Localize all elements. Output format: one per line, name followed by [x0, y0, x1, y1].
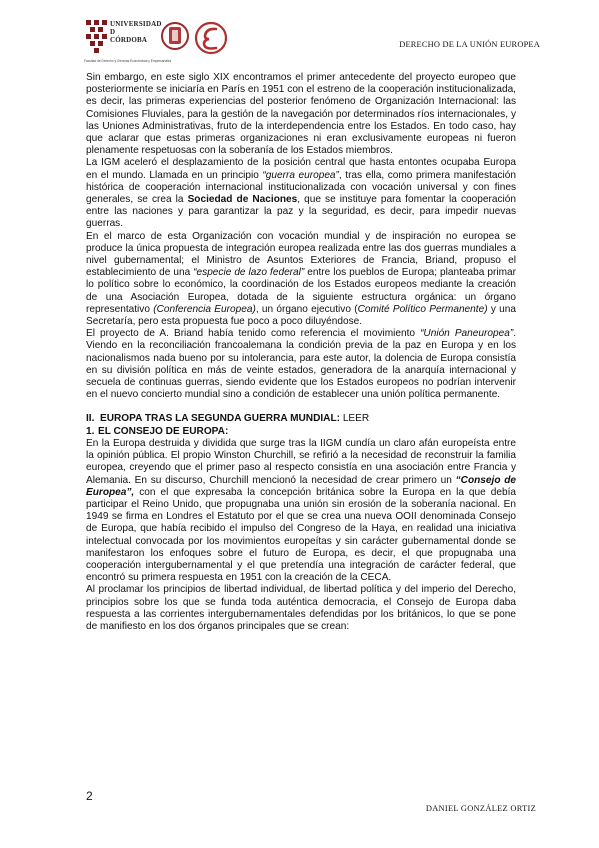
- subsection-number: 1.: [86, 425, 95, 437]
- paragraph: Sin embargo, en este siglo XIX encontramos el primer antecedente del proyecto europeo que posteriormente se iniciaría en París en 1951 con el estreno de la cooperación institucionalizada, es decir, las primeras experiencias del posterior fenómeno de Organización Internacional: las Comisiones Fluviales, para la gestión de la navegación por determinados ríos internacionales, y las Uniones Administrativas, fruto de la interdependencia entre los Estados. En todo caso, hay que aclarar que estas primeras organizaciones ni eran exclusivamente europeas ni fueron plenamente respetuosas con la soberanía de los Estados miembros.: [86, 72, 516, 157]
- text-run: con el que expresaba la concepción británica sobre la Europa en la que debía participar el Reino Unido, que propugnaba una unión sin erosión de la soberanía nacional. En 1949 se firma en Londres el Estatuto por el que se crea una nueva OOII denominada Consejo de Europa, que había recibido el impulso del Congreso de la Haya, en realidad una iniciativa intelectual convocada por los movimientos europeítas y sin carácter gubernamental donde se manifestaron los enfoques sobre el futuro de Europa, es decir, el que propugnaba una cooperación intergubernamental y el que pretendía una integración de carácter federal, que encontró su primera respuesta en 1951 con la creación de la CECA.: [86, 486, 516, 584]
- logo-text-line: CÓRDOBA: [110, 36, 148, 44]
- italic-run: Comité Político Permanente): [357, 303, 488, 315]
- university-logo-icon: [84, 18, 110, 54]
- text-run: y una Secretaría, pero esta propuesta fue poco a poco diluyéndose.: [86, 303, 516, 328]
- paragraph: [86, 438, 516, 584]
- logo-text-line: D: [110, 28, 116, 36]
- italic-run: “especie de lazo federal”: [193, 267, 305, 279]
- italic-run: “Unión Paneuropea”: [420, 328, 514, 340]
- university-logo-text: [110, 20, 162, 44]
- paragraph: [86, 328, 516, 401]
- bold-run: Sociedad de Naciones: [187, 194, 298, 206]
- header-title: DERECHO DE LA UNIÓN EUROPEA: [399, 40, 540, 49]
- paragraph: [86, 231, 516, 329]
- section-title: EUROPA TRAS LA SEGUNDA GUERRA MUNDIAL:: [100, 413, 341, 425]
- section-heading: [86, 413, 516, 425]
- section-suffix: LEER: [340, 413, 370, 425]
- subsection-heading: [86, 426, 516, 438]
- document-body: [86, 72, 516, 633]
- text-run: En el marco de esta Organización con vocación mundial y de inspiración no europea se produce la única propuesta de integración europea realizada entre las dos guerras mundiales a nivel gubernamental; el Ministro de Asuntos Exteriores de Francia, Briand, propuso el establecimiento de una: [86, 230, 516, 279]
- text-run: , un órgano ejecutivo (: [255, 303, 358, 315]
- page-header: [80, 14, 540, 74]
- logo-text-line: UNIVERSIDAD: [110, 20, 162, 28]
- text-run: , que se instituye para fomentar la cooperación entre las naciones y para garantizar la paz y la seguridad, es decir, para impedir nuevas guerras.: [86, 194, 516, 230]
- italic-run: (Conferencia Europea): [153, 303, 256, 315]
- header-logos: [80, 14, 250, 74]
- subsection-title: EL CONSEJO DE EUROPA:: [98, 425, 229, 437]
- economics-logo-icon: [194, 18, 228, 58]
- paragraph: Al proclamar los principios de libertad individual, de libertad política y del imperio del Derecho, principios sobre los que se funda toda auténtica democracia, el Consejo de Europa daba respuesta a las corrientes intergubernamentales defendidas por los británicos, lo que se pone de manifiesto en los dos órganos principales que se crean:: [86, 584, 516, 632]
- bold-italic-run: “Consejo de Europea”,: [86, 474, 516, 498]
- text-run: , tras ella, como primera manifestación histórica de cooperación internacional institucionalizada con vocación universal y con fines generales, se crea la: [86, 169, 516, 206]
- italic-run: “guerra europea”: [262, 169, 339, 181]
- section-number: II.: [86, 413, 95, 425]
- text-run: El proyecto de A. Briand había tenido como referencia el movimiento: [86, 328, 421, 340]
- paragraph: [86, 157, 516, 230]
- text-run: La IGM aceleró el desplazamiento de la posición central que hasta entontes ocupaba Europa en el mundo. Llamada en un principio: [86, 157, 516, 181]
- footer-author: DANIEL GONZÁLEZ ORTIZ: [425, 804, 536, 813]
- page-number: 2: [86, 789, 93, 803]
- spacer: [86, 401, 516, 413]
- text-run: entre los pueblos de Europa; planteaba primar lo político sobre lo económico, la coordinación de los Estados europeos mediante la creación de una Asociación Europea, dotada de la siguiente estructura orgánica: un órgano representativo: [86, 267, 516, 315]
- logo-caption: Facultad de Derecho y Ciencias Económicas y Empresariales: [84, 59, 172, 63]
- faculty-crest-icon: [161, 16, 189, 56]
- text-run: . Viendo en la reconciliación francoalemana la condición previa de la paz en Europa y en los nacionalismos nada bueno por su intolerancia, para este autor, la dolencia de Europa consistía en su división política en más de veinte estados, generadora de la anarquía internacional y secuela de continuas guerras, siendo evidente que los Estados europeos no podrían intervenir en el nuevo concierto mundial sino a condición de establecer una unión política permanente.: [86, 328, 516, 401]
- text-run: En la Europa destruida y dividida que surge tras la IIGM cundía un claro afán europeísta entre la opinión pública. El propio Winston Churchill, se refirió a la necesidad de reconstruir la familia europea, creyendo que el primer paso al respecto consistía en una asociación entre Francia y Alemania. En su discurso, Churchill mencionó la necesidad de crear primero un: [86, 437, 516, 486]
